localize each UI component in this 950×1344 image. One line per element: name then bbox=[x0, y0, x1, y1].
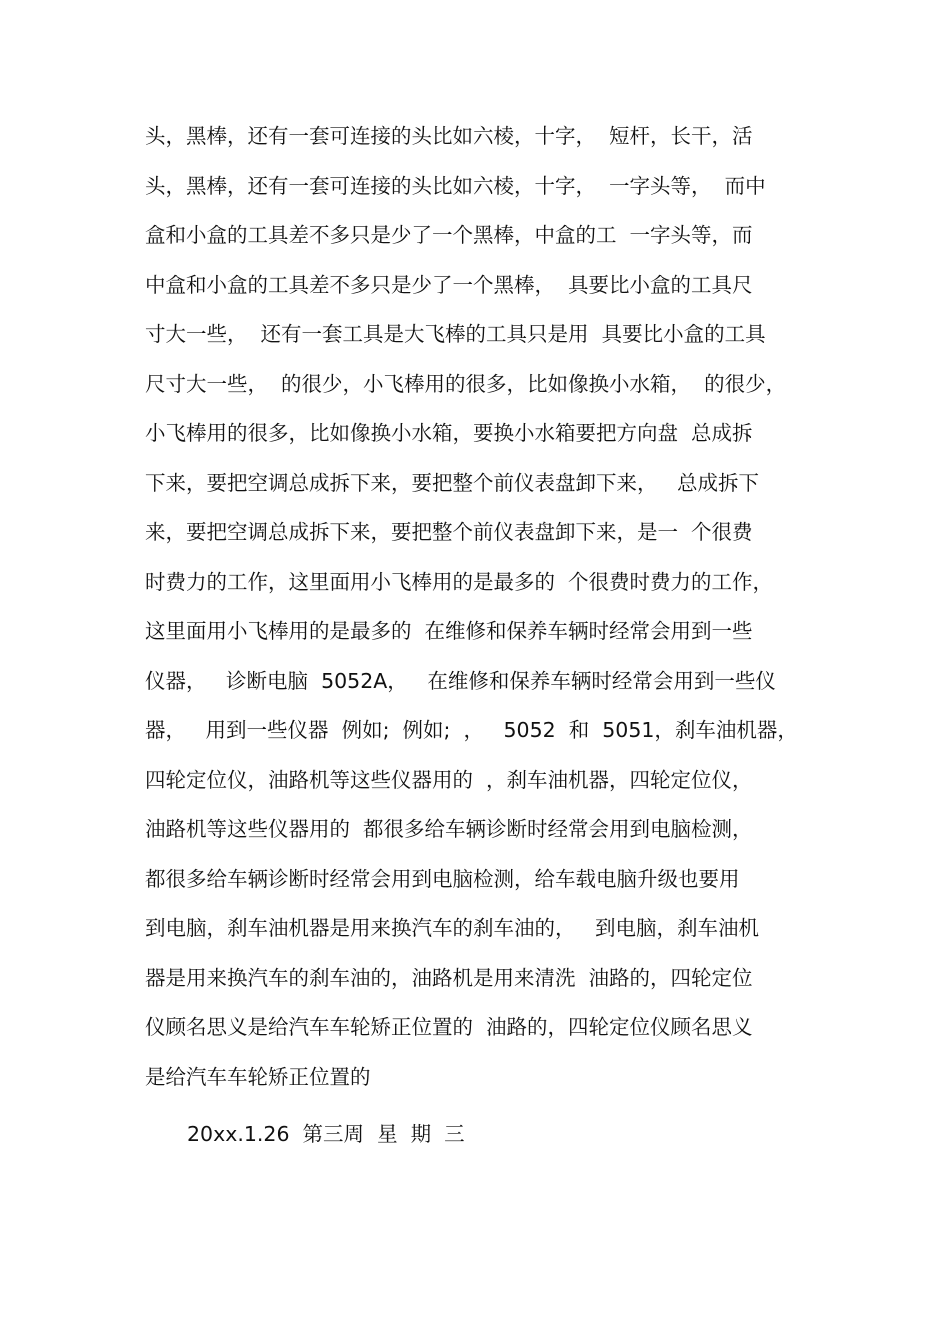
text-line: 来，要把空调总成拆下来，要把整个前仪表盘卸下来，是一 个很费 bbox=[145, 520, 753, 544]
text-line: 下来，要把空调总成拆下来，要把整个前仪表盘卸下来， 总成拆下 bbox=[145, 470, 760, 495]
text-line: 仪顾名思义是给汽车车轮矫正位置的 油路的，四轮定位仪顾名思义 bbox=[145, 1015, 753, 1039]
text-line: 这里面用小飞棒用的是最多的 在维修和保养车辆时经常会用到一些 bbox=[145, 619, 753, 643]
text-line: 寸大一些， 还有一套工具是大飞棒的工具只是用 具要比小盒的工具 bbox=[145, 322, 766, 346]
date-heading: 20xx.1.26 第三周 星 期 三 bbox=[187, 1122, 465, 1146]
body-paragraph bbox=[145, 112, 811, 1102]
text-line: 盒和小盒的工具差不多只是少了一个黑棒，中盒的工 一字头等，而 bbox=[145, 223, 753, 247]
text-line: 器是用来换汽车的刹车油的，油路机是用来清洗 油路的，四轮定位 bbox=[145, 965, 753, 990]
text-line: 头，黑棒，还有一套可连接的头比如六棱，十字， 一字头等， 而中 bbox=[145, 173, 766, 198]
text-line: 时费力的工作，这里面用小飞棒用的是最多的 个很费时费力的工作， bbox=[145, 569, 774, 594]
text-line: 是给汽车车轮矫正位置的 bbox=[145, 1064, 371, 1089]
text-line: 到电脑，刹车油机器是用来换汽车的刹车油的， 到电脑，刹车油机 bbox=[145, 916, 760, 940]
text-line: 四轮定位仪，油路机等这些仪器用的 ，刹车油机器，四轮定位仪， bbox=[145, 767, 753, 792]
text-line: 尺寸大一些， 的很少，小飞棒用的很多，比如像换小水箱， 的很少， bbox=[145, 371, 787, 396]
text-line: 油路机等这些仪器用的 都很多给车辆诊断时经常会用到电脑检测， bbox=[145, 817, 753, 841]
text-line: 器， 用到一些仪器 例如; 例如; ， 5052 和 5051，刹车油机器， bbox=[145, 718, 798, 742]
text-line: 小飞棒用的很多，比如像换小水箱，要换小水箱要把方向盘 总成拆 bbox=[145, 421, 753, 445]
text-line: 仪器， 诊断电脑 5052A， 在维修和保养车辆时经常会用到一些仪 bbox=[145, 668, 776, 693]
text-line: 头，黑棒，还有一套可连接的头比如六棱，十字， 短杆，长干，活 bbox=[145, 124, 753, 148]
text-line: 都很多给车辆诊断时经常会用到电脑检测，给车载电脑升级也要用 bbox=[145, 866, 740, 891]
text-line: 中盒和小盒的工具差不多只是少了一个黑棒， 具要比小盒的工具尺 bbox=[145, 272, 753, 297]
